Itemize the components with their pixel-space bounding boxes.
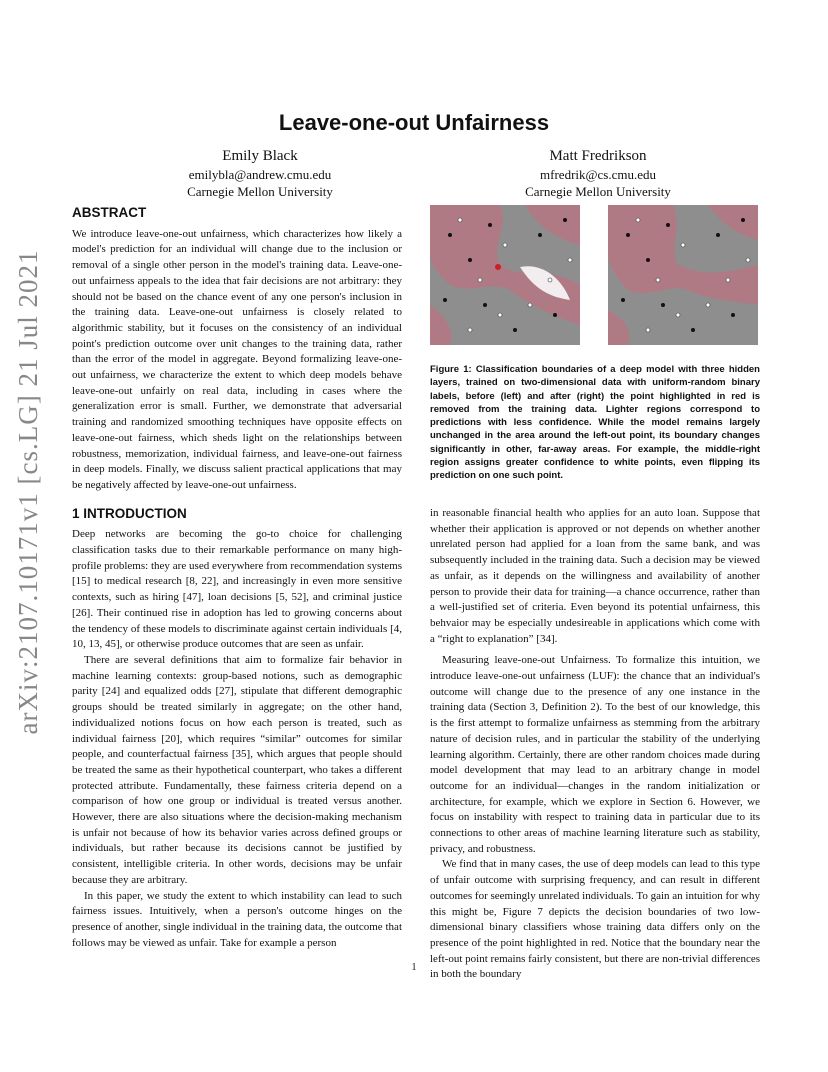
decision-boundary-plots [430, 205, 760, 350]
intro-paragraph: In this paper, we study the extent to which instability can lead to such fairness issues. Intuitively, when a person's outcome hinges on the presence of another, single individual in the training data, the outcome that follows may be viewed as unfair. Take for example a person [72, 889, 402, 949]
author-2-email: mfredrik@cs.cmu.edu [540, 167, 656, 182]
author-2-affiliation: Carnegie Mellon University [525, 184, 671, 199]
author-1-name: Emily Black [222, 148, 298, 164]
intro-paragraph: Deep networks are becoming the go-to choice for challenging classification tasks due to their remarkable performance on many high-profile problems: they are used everywhere from recommendation systems [15] to medical research [8, 22], and increasingly in even more sensitive contexts, such as hiring [47], loan decisions [5, 52], and criminal justice [26]. Their continued rise in adoption has led to growing concerns about the tendency of these models to discriminate against certain individuals [4, 10, 13, 45], or otherwise produce outcomes that are seen as unfair. [72, 528, 402, 651]
page-number: 1 [411, 962, 417, 973]
decision-boundary-after [608, 205, 758, 345]
author-1 [130, 147, 390, 200]
intro-paragraph: There are several definitions that aim to formalize fair behavior in machine learning contexts: group-based notions, such as demographic parity [24] and equalized odds [27], stipulate that different demographic groups should be treated similarly in aggregate; on the other hand, individualized notions focus on how each person is treated, such as individual fairness [20], which requires “similar” outcomes for similar people, and counterfactual fairness [35], which argues that people should be treated the same as their hypothetical counterpart, who takes a different protected attribute. Fundamentally, these fairness criteria depend on a comparison of how one group or individual is treated versus another. However, there are also situations where the decision-making mechanism is unfair not because of how its behavior varies across defined groups or individuals, but rather because its decisions cannot be justified by consistent, intelligible criteria. In other words, decisions may be unfair because they are arbitrary. [72, 653, 402, 886]
body-paragraph: We find that in many cases, the use of deep models can lead to this type of unfair outcome with surprising frequency, and can result in different outcomes for seemingly unrelated individuals. To gain an intuition for why this might be, Figure 7 depicts the decision boundaries of two low-dimensional binary classifiers whose training data differs only on the presence of the point highlighted in red. Notice that the boundary near the left-out point remains fairly consistent, but there are non-trivial differences in both the boundary [430, 858, 760, 981]
left-column [72, 205, 402, 951]
author-2-name: Matt Fredrikson [549, 148, 647, 164]
decision-boundary-before [430, 205, 580, 345]
right-column [430, 506, 760, 983]
paper-title: Leave-one-out Unfairness [278, 110, 550, 135]
author-2 [468, 147, 728, 200]
body-paragraph: Measuring leave-one-out Unfairness. To formalize this intuition, we introduce leave-one-out unfairness (LUF): the chance that an individual's outcome will change due to the presence of any one instance in the training data (Section 3, Definition 2). To the best of our knowledge, this is the first attempt to formalize unfairness as stemming from the arbitrary nature of decision rules, and in particular the stability of the underlying learning algorithm. Certainly, there are other random choices made during model development that may lead to an arbitrary change in model outcome for an individual—changes in the random initialization or architecture, for example, which we explore in Section 6. However, we focus on instability with respect to training data in particular due to its connections to other areas of machine learning literature such as stability, privacy, and robustness. [430, 654, 760, 855]
figure-1 [430, 205, 760, 350]
body-paragraph: in reasonable financial health who applies for an auto loan. Suppose that whether their application is approved or not depends on whether another unrelated person had applied for a loan from the same bank, and was subsequently included in the training data. Such a decision may be viewed as unfair, as it depends on the willingness and availability of another person to provide their data for training—a chance occurrence, rather than a well-justified set of criteria. Even beyond its potential unfairness, this behvaior may be especially undesireable in applications which come with a “right to explanation” [34]. [430, 507, 760, 645]
intro-heading: 1 INTRODUCTION [72, 505, 187, 521]
abstract-heading: ABSTRACT [72, 205, 147, 220]
arxiv-identifier: arXiv:2107.10171v1 [cs.LG] 21 Jul 2021 [13, 249, 43, 735]
figure-1-caption: Figure 1: Classification boundaries of a deep model with three hidden layers, trained on two-dimensional data with uniform-random binary labels, before (left) and after (right) the point highlighted in red is removed from the training data. Lighter regions correspond to predictions with less confidence. While the model remains largely unchanged in the area around the left-out point, its boundary changes significantly in other, far-away areas. For example, the middle-right region assigns greater confidence to white points, even flipping its prediction on one such point. [430, 364, 760, 482]
author-1-email: emilybla@andrew.cmu.edu [188, 167, 332, 182]
author-1-affiliation: Carnegie Mellon University [187, 184, 333, 199]
abstract-text: We introduce leave-one-out unfairness, which characterizes how likely a model's prediction for an individual will change due to the inclusion or removal of a single other person in the model's training data. Leave-one-out unfairness appeals to the idea that fair decisions are not arbitrary: they should not be based on the chance event of any one person's inclusion in the training data. Leave-one-out unfairness is closely related to algorithmic stability, but it focuses on the consistency of an individual point's prediction outcome over unit changes to the training data, rather than the error of the model in aggregate. Beyond formalizing leave-one-out unfairness, we characterize the extent to which deep models behave leave-one-out unfairly on real data, including in cases where the generalization error is small. Further, we demonstrate that adversarial training and randomized smoothing techniques have opposite effects on leave-one-out fairness, which sheds light on the relationships between robustness, memorization, individual fairness, and leave-one-out fairness in deep models. Finally, we discuss salient practical applications that may be negatively affected by leave-one-out unfairness. [72, 227, 402, 491]
